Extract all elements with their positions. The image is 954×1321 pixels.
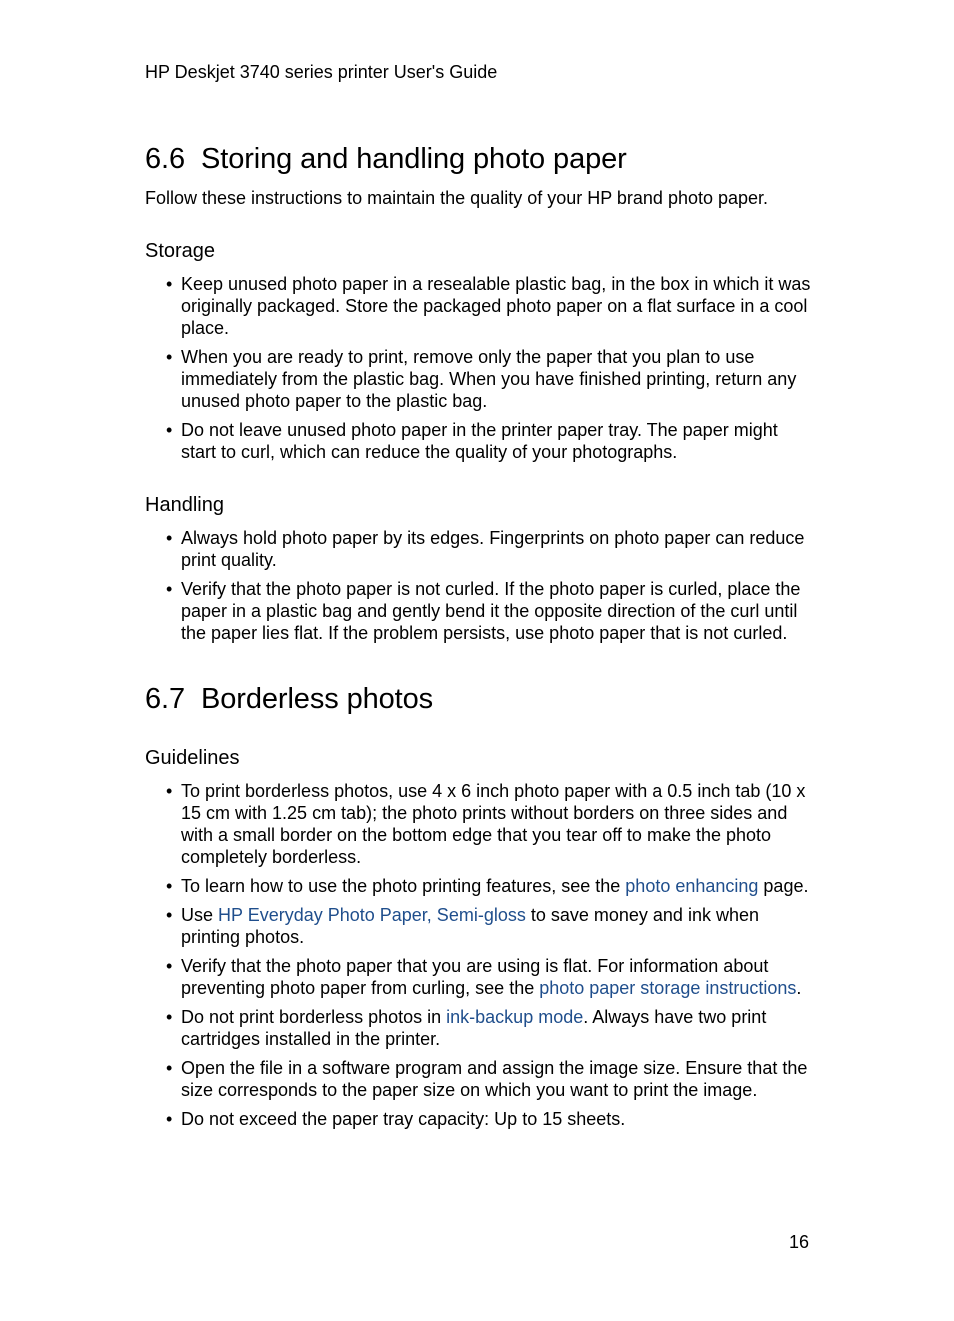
bullet-icon: • [166, 905, 173, 925]
section-title: Storing and handling photo paper [201, 143, 627, 175]
list-item [145, 346, 811, 412]
list-item-text-after: . [796, 978, 802, 998]
section-title: Borderless photos [201, 683, 434, 715]
list-item-text: Always hold photo paper by its edges. Fingerprints on photo paper can reduce print quality. [181, 528, 805, 570]
photo-enhancing-link[interactable]: photo enhancing [625, 876, 759, 896]
section-number: 6.7 [145, 683, 186, 715]
list-item [145, 419, 811, 463]
bullet-icon: • [166, 1058, 173, 1078]
bullet-icon: • [166, 579, 173, 599]
running-header: HP Deskjet 3740 series printer User's Guide [145, 62, 498, 82]
bullet-icon: • [166, 1007, 173, 1027]
list-item [145, 780, 811, 868]
bullet-icon: • [166, 528, 173, 548]
list-item [145, 1006, 811, 1050]
bullet-icon: • [166, 1109, 173, 1129]
bullet-icon: • [166, 956, 173, 976]
bullet-icon: • [166, 274, 173, 294]
bullet-icon: • [166, 347, 173, 367]
list-item-text-before: Verify that the photo paper that you are using is flat. For information about preventing photo paper from curling, see the [181, 956, 769, 998]
bullet-icon: • [166, 420, 173, 440]
hp-everyday-photo-paper-link[interactable]: HP Everyday Photo Paper, Semi-gloss [218, 905, 526, 925]
list-item [145, 904, 811, 948]
photo-paper-storage-link[interactable]: photo paper storage instructions [539, 978, 797, 998]
section-number: 6.6 [145, 143, 186, 175]
section-intro: Follow these instructions to maintain the quality of your HP brand photo paper. [145, 188, 769, 208]
section-heading-6-7 [145, 682, 433, 716]
list-item-text-before: Use [181, 905, 219, 925]
list-item-text-after: . Always have two print cartridges installed in the printer. [181, 1007, 767, 1049]
bullet-icon: • [166, 876, 173, 896]
list-item-text: Do not exceed the paper tray capacity: Up to 15 sheets. [181, 1109, 626, 1129]
list-item-text-before: To learn how to use the photo printing features, see the [181, 876, 626, 896]
list-item-text-before: Do not print borderless photos in [181, 1007, 447, 1027]
ink-backup-mode-link[interactable]: ink-backup mode [446, 1007, 584, 1027]
page-number: 16 [788, 1232, 809, 1252]
list-item [145, 1057, 811, 1101]
list-item-text-after: page. [758, 876, 809, 896]
handling-list [145, 527, 811, 651]
list-item-text: Do not leave unused photo paper in the printer paper tray. The paper might start to curl, which can reduce the quality of your photographs. [181, 420, 778, 462]
list-item [145, 875, 811, 897]
section-heading-6-6 [145, 142, 627, 176]
storage-list [145, 273, 811, 470]
subheading-handling: Handling [145, 494, 224, 516]
list-item-text: When you are ready to print, remove only the paper that you plan to use immediately from the plastic bag. When you have finished printing, return any unused photo paper to the plastic bag. [181, 347, 797, 411]
list-item-text-after: to save money and ink when printing photos. [181, 905, 759, 947]
list-item-text: Keep unused photo paper in a resealable plastic bag, in the box in which it was originally packaged. Store the packaged photo paper on a flat surface in a cool place. [181, 274, 811, 338]
list-item [145, 273, 811, 339]
guidelines-list [145, 780, 811, 1137]
list-item [145, 527, 811, 571]
list-item-text: Open the file in a software program and assign the image size. Ensure that the size corresponds to the paper size on which you want to print the image. [181, 1058, 808, 1100]
list-item [145, 578, 811, 644]
list-item [145, 1108, 811, 1130]
bullet-icon: • [166, 781, 173, 801]
list-item-text: Verify that the photo paper is not curled. If the photo paper is curled, place the paper in a plastic bag and gently bend it the opposite direction of the curl until the paper lies flat. If the problem persists, use photo paper that is not curled. [181, 579, 801, 643]
list-item [145, 955, 811, 999]
subheading-storage: Storage [145, 240, 216, 262]
subheading-guidelines: Guidelines [145, 747, 240, 769]
list-item-text: To print borderless photos, use 4 x 6 inch photo paper with a 0.5 inch tab (10 x 15 cm with 1.25 cm tab); the photo prints without borders on three sides and with a small border on the bottom edge that you tear off to make the photo completely borderless. [181, 781, 806, 867]
